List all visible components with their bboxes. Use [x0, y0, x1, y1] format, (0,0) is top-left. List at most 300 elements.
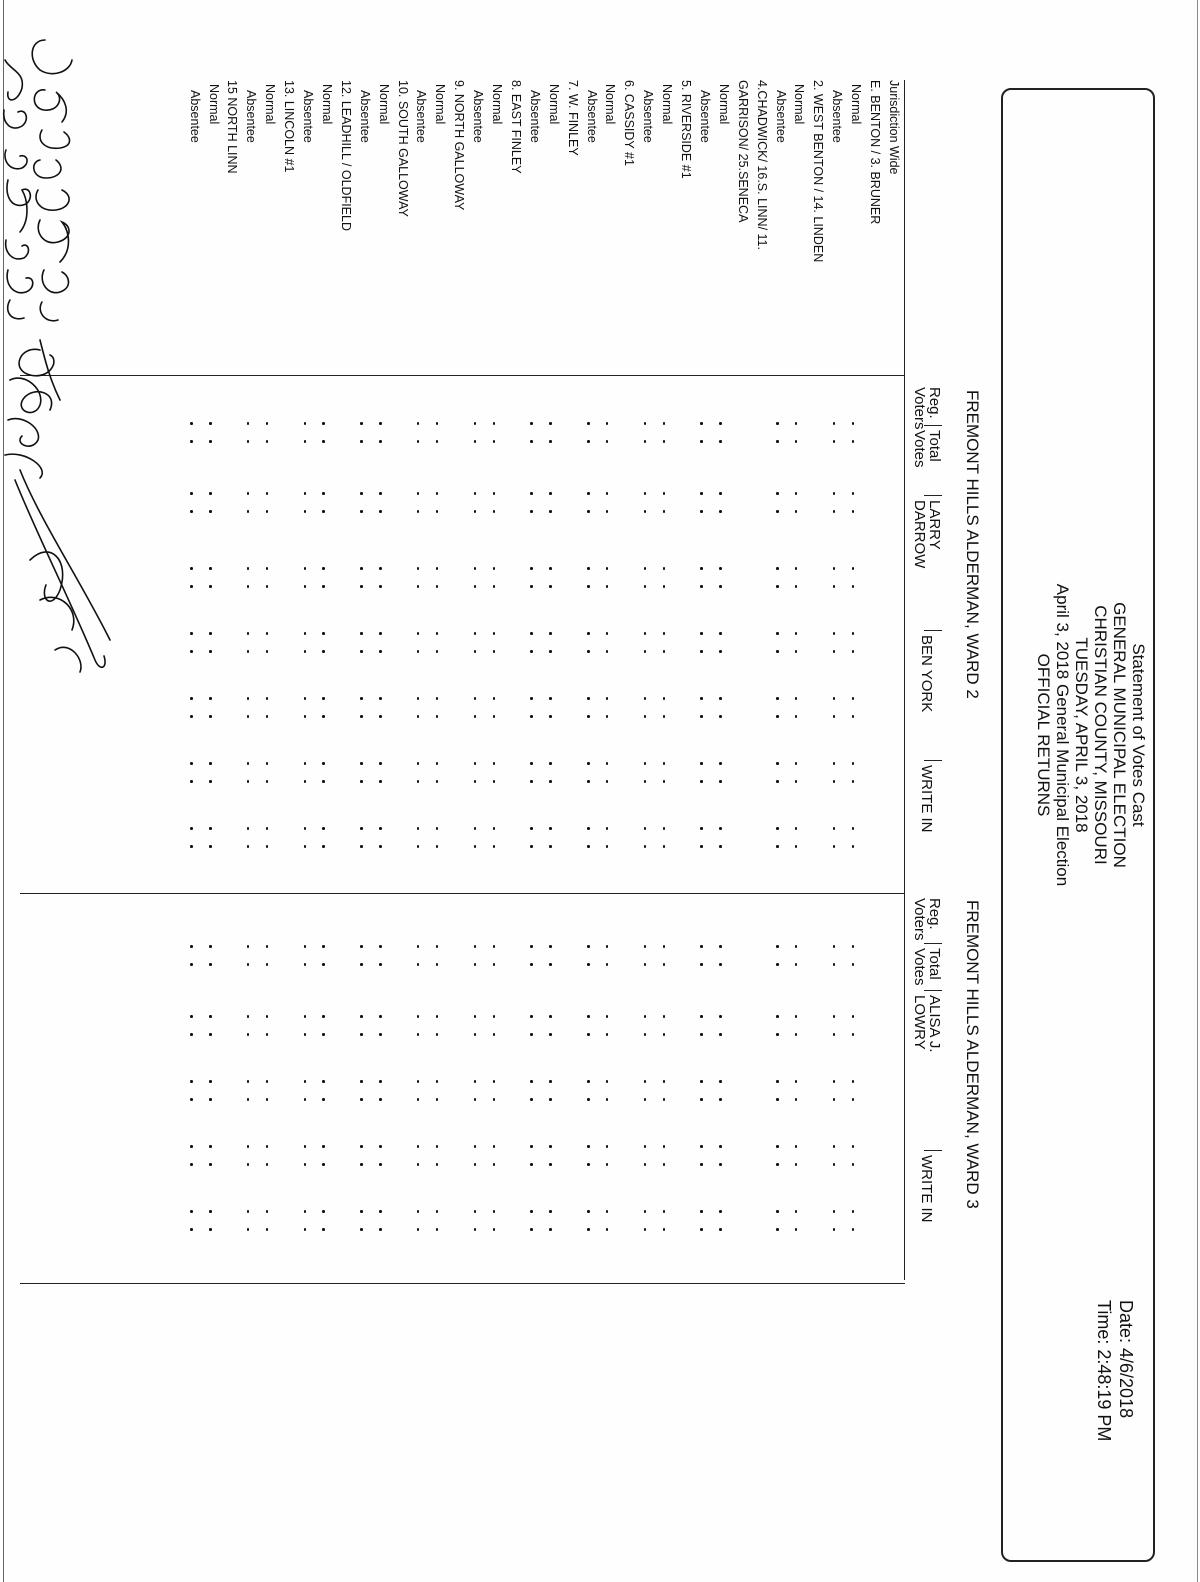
vote-dot	[190, 945, 193, 948]
vote-dot	[209, 650, 212, 653]
vote-dot	[266, 567, 269, 570]
vote-dot	[701, 827, 704, 830]
vote-dot	[776, 650, 779, 653]
vote-dot	[247, 697, 250, 700]
vote-dot	[323, 697, 326, 700]
vote-dot	[549, 1098, 552, 1101]
row-label: Absentee	[414, 90, 429, 143]
row-label: 12. LEADHILL / OLDFIELD	[338, 80, 353, 231]
vote-dot	[530, 945, 533, 948]
vote-dot	[606, 585, 609, 588]
vote-dot	[190, 1033, 193, 1036]
vote-dot	[266, 1210, 269, 1213]
contest-title-ward2: FREMONT HILLS ALDERMAN, WARD 2	[963, 390, 982, 699]
vote-dot	[493, 1145, 496, 1148]
vote-dot	[304, 585, 307, 588]
vote-dot	[719, 510, 722, 513]
vote-dot	[417, 422, 420, 425]
row-label: Jurisdiction Wide	[887, 80, 901, 175]
vote-dot	[304, 762, 307, 765]
vote-dot	[360, 1210, 363, 1213]
vote-dot	[379, 780, 382, 783]
vote-dot	[549, 422, 552, 425]
vote-dot	[530, 440, 533, 443]
vote-dot	[776, 1228, 779, 1231]
vote-dot	[190, 845, 193, 848]
report-date: Date: 4/6/2018	[1116, 1300, 1136, 1419]
vote-dot	[606, 1098, 609, 1101]
vote-dot	[323, 1033, 326, 1036]
vote-dot	[530, 697, 533, 700]
vote-dot	[776, 827, 779, 830]
vote-dot	[719, 1080, 722, 1083]
vote-dot	[436, 1080, 439, 1083]
vote-dot	[247, 510, 250, 513]
vote-dot	[190, 585, 193, 588]
row-label: Normal	[376, 84, 391, 125]
vote-dot	[247, 585, 250, 588]
vote-dot	[417, 963, 420, 966]
vote-dot	[852, 422, 855, 425]
vote-dot	[436, 1145, 439, 1148]
vote-dot	[493, 492, 496, 495]
vote-dot	[266, 632, 269, 635]
vote-dot	[360, 1145, 363, 1148]
vote-dot	[663, 510, 666, 513]
vote-dot	[247, 650, 250, 653]
vote-dot	[360, 567, 363, 570]
vote-dot	[549, 1015, 552, 1018]
vote-dot	[606, 1228, 609, 1231]
row-label: 8. EAST FINLEY	[509, 80, 523, 174]
vote-dot	[644, 510, 647, 513]
vote-dot	[209, 492, 212, 495]
vote-dot	[360, 492, 363, 495]
vote-dot	[701, 585, 704, 588]
vote-dot	[379, 715, 382, 718]
vote-dot	[663, 827, 666, 830]
vote-dot	[379, 1015, 382, 1018]
vote-dot	[644, 440, 647, 443]
vote-dot	[304, 715, 307, 718]
vote-dot	[323, 422, 326, 425]
vote-dot	[701, 650, 704, 653]
vote-dot	[644, 1228, 647, 1231]
vote-dot	[852, 440, 855, 443]
header-line-6: OFFICIAL RETURNS	[1034, 653, 1053, 817]
vote-dot	[266, 963, 269, 966]
vote-dot	[323, 440, 326, 443]
vote-dot	[190, 1015, 193, 1018]
vote-dot	[304, 1015, 307, 1018]
vote-dot	[719, 492, 722, 495]
vote-dot	[719, 697, 722, 700]
vote-dot	[606, 510, 609, 513]
vote-dot	[795, 780, 798, 783]
vote-dot	[530, 1145, 533, 1148]
vote-dot	[360, 440, 363, 443]
vote-dot	[530, 1080, 533, 1083]
vote-dot	[795, 1163, 798, 1166]
vote-dot	[701, 1033, 704, 1036]
vote-dot	[606, 845, 609, 848]
vote-dot	[417, 510, 420, 513]
vote-dot	[247, 1228, 250, 1231]
vote-dot	[247, 845, 250, 848]
vote-dot	[587, 827, 590, 830]
vote-dot	[266, 945, 269, 948]
vote-dot	[587, 945, 590, 948]
vote-dot	[493, 697, 496, 700]
vote-dot	[417, 492, 420, 495]
vote-dot	[663, 567, 666, 570]
vote-dot	[644, 632, 647, 635]
vote-dot	[266, 1145, 269, 1148]
vote-dot	[795, 697, 798, 700]
vote-dot	[379, 1098, 382, 1101]
vote-dot	[644, 780, 647, 783]
vote-dot	[360, 1228, 363, 1231]
vote-dot	[379, 1033, 382, 1036]
vote-dot	[776, 1210, 779, 1213]
vote-dot	[493, 1210, 496, 1213]
vote-dot	[379, 1228, 382, 1231]
vote-dot	[644, 715, 647, 718]
vote-dot	[606, 1145, 609, 1148]
vote-dot	[701, 422, 704, 425]
vote-dot	[190, 632, 193, 635]
vote-dot	[719, 422, 722, 425]
vote-dot	[323, 827, 326, 830]
vote-dot	[190, 1210, 193, 1213]
vote-dot	[360, 510, 363, 513]
vote-dot	[530, 492, 533, 495]
vote-dot	[247, 440, 250, 443]
vote-dot	[417, 1098, 420, 1101]
vote-dot	[360, 845, 363, 848]
vote-dot	[474, 632, 477, 635]
vote-dot	[360, 1033, 363, 1036]
vote-dot	[644, 650, 647, 653]
vote-dot	[360, 762, 363, 765]
vote-dot	[436, 963, 439, 966]
vote-dot	[587, 697, 590, 700]
row-label: Absentee	[698, 90, 712, 143]
row-label: Absentee	[773, 90, 788, 143]
vote-dot	[587, 440, 590, 443]
vote-dot	[549, 1228, 552, 1231]
vote-dot	[776, 632, 779, 635]
vote-dot	[663, 422, 666, 425]
row-label: Normal	[206, 84, 221, 125]
vote-dot	[436, 440, 439, 443]
vote-dot	[190, 1163, 193, 1166]
vote-dot	[493, 440, 496, 443]
vote-dot	[530, 780, 533, 783]
vote-dot	[549, 762, 552, 765]
vote-dot	[304, 1098, 307, 1101]
vote-dot	[530, 567, 533, 570]
vote-dot	[587, 1228, 590, 1231]
header-line-1: Statement of Votes Cast	[1129, 643, 1148, 827]
vote-dot	[833, 1080, 836, 1083]
vote-dot	[436, 585, 439, 588]
vote-dot	[587, 1163, 590, 1166]
vote-dot	[323, 510, 326, 513]
vote-dot	[644, 585, 647, 588]
vote-dot	[493, 715, 496, 718]
vote-dot	[493, 422, 496, 425]
vote-dot	[663, 1098, 666, 1101]
vote-dot	[606, 1163, 609, 1166]
vote-dot	[663, 1163, 666, 1166]
vote-dot	[417, 1163, 420, 1166]
vote-dot	[379, 440, 382, 443]
vote-dot	[209, 1098, 212, 1101]
vote-dot	[417, 1080, 420, 1083]
vote-dot	[493, 827, 496, 830]
vote-dot	[833, 1098, 836, 1101]
vote-dot	[587, 567, 590, 570]
vote-dot	[266, 440, 269, 443]
vote-dot	[360, 1098, 363, 1101]
vote-dot	[549, 963, 552, 966]
vote-dot	[379, 422, 382, 425]
vote-dot	[266, 715, 269, 718]
vote-dot	[795, 1228, 798, 1231]
vote-dot	[701, 440, 704, 443]
vote-dot	[304, 650, 307, 653]
vote-dot	[719, 1210, 722, 1213]
row-label: Normal	[490, 84, 505, 125]
vote-dot	[247, 762, 250, 765]
vote-dot	[776, 1033, 779, 1036]
vote-dot	[701, 492, 704, 495]
vote-dot	[417, 697, 420, 700]
vote-dot	[474, 567, 477, 570]
vote-dot	[474, 1163, 477, 1166]
vote-dot	[474, 1033, 477, 1036]
vote-dot	[587, 632, 590, 635]
vote-dot	[719, 1163, 722, 1166]
vote-dot	[247, 1098, 250, 1101]
vote-dot	[719, 632, 722, 635]
vote-dot	[209, 1015, 212, 1018]
row-label: 6. CASSIDY #1	[622, 80, 637, 166]
vote-dot	[530, 1033, 533, 1036]
vote-dot	[493, 945, 496, 948]
vote-dot	[379, 945, 382, 948]
vote-dot	[549, 945, 552, 948]
vote-dot	[549, 780, 552, 783]
vote-dot	[436, 945, 439, 948]
vote-dot	[304, 845, 307, 848]
vote-dot	[606, 422, 609, 425]
vote-dot	[209, 510, 212, 513]
vote-dot	[190, 762, 193, 765]
vote-dot	[644, 827, 647, 830]
vote-dot	[323, 1163, 326, 1166]
vote-dot	[304, 1163, 307, 1166]
vote-dot	[266, 762, 269, 765]
vote-dot	[493, 650, 496, 653]
row-label: Absentee	[584, 90, 599, 143]
vote-dot	[795, 422, 798, 425]
vote-dot	[795, 845, 798, 848]
vote-dot	[644, 697, 647, 700]
vote-dot	[833, 1163, 836, 1166]
vote-dot	[833, 440, 836, 443]
vote-dot	[417, 632, 420, 635]
vote-dot	[247, 1080, 250, 1083]
column-rule-end	[20, 1283, 905, 1284]
vote-dot	[852, 1163, 855, 1166]
vote-dot	[304, 697, 307, 700]
vote-dot	[379, 567, 382, 570]
vote-dot	[549, 567, 552, 570]
vote-dot	[719, 845, 722, 848]
vote-dot	[833, 963, 836, 966]
vote-dot	[795, 650, 798, 653]
vote-dot	[247, 492, 250, 495]
vote-dot	[266, 697, 269, 700]
vote-dot	[852, 492, 855, 495]
vote-dot	[190, 440, 193, 443]
vote-dot	[719, 567, 722, 570]
vote-dot	[795, 585, 798, 588]
vote-dot	[474, 650, 477, 653]
vote-dot	[493, 567, 496, 570]
vote-dot	[417, 1145, 420, 1148]
vote-dot	[606, 963, 609, 966]
vote-dot	[833, 715, 836, 718]
vote-dot	[644, 1098, 647, 1101]
vote-dot	[190, 510, 193, 513]
vote-dot	[719, 1033, 722, 1036]
vote-dot	[795, 715, 798, 718]
vote-dot	[701, 567, 704, 570]
vote-dot	[530, 510, 533, 513]
vote-dot	[530, 715, 533, 718]
vote-dot	[606, 650, 609, 653]
vote-dot	[530, 1210, 533, 1213]
vote-dot	[701, 632, 704, 635]
vote-dot	[606, 780, 609, 783]
row-label: 5. RIVERSIDE #1	[679, 80, 694, 179]
vote-dot	[833, 650, 836, 653]
vote-dot	[247, 1145, 250, 1148]
vote-dot	[530, 1098, 533, 1101]
vote-dot	[493, 1033, 496, 1036]
vote-dot	[701, 510, 704, 513]
vote-dot	[379, 1145, 382, 1148]
vote-dot	[360, 632, 363, 635]
vote-dot	[701, 762, 704, 765]
vote-dot	[266, 1163, 269, 1166]
vote-dot	[474, 1098, 477, 1101]
vote-dot	[530, 845, 533, 848]
vote-dot	[852, 715, 855, 718]
vote-dot	[701, 1228, 704, 1231]
vote-dot	[701, 963, 704, 966]
vote-dot	[663, 632, 666, 635]
vote-dot	[190, 650, 193, 653]
row-label: 9. NORTH GALLOWAY	[452, 80, 467, 211]
col-header-write-in-w3: WRITE IN	[918, 1155, 935, 1223]
vote-dot	[417, 845, 420, 848]
vote-dot	[701, 1145, 704, 1148]
vote-dot	[304, 827, 307, 830]
vote-dot	[190, 780, 193, 783]
vote-dot	[587, 963, 590, 966]
vote-dot	[493, 1098, 496, 1101]
vote-dot	[719, 715, 722, 718]
vote-dot	[663, 650, 666, 653]
vote-dot	[663, 1033, 666, 1036]
column-rule-ward3	[20, 893, 905, 894]
vote-dot	[417, 440, 420, 443]
vote-dot	[436, 632, 439, 635]
vote-dot	[549, 715, 552, 718]
vote-dot	[663, 440, 666, 443]
row-label: Absentee	[244, 90, 259, 143]
vote-dot	[852, 780, 855, 783]
vote-dot	[323, 567, 326, 570]
vote-dot	[379, 1163, 382, 1166]
vote-dot	[776, 963, 779, 966]
vote-dot	[549, 632, 552, 635]
vote-dot	[852, 1228, 855, 1231]
row-label: Normal	[603, 84, 618, 125]
vote-dot	[833, 845, 836, 848]
col-header-alisa-lowry: ALISA J. LOWRY	[911, 995, 943, 1053]
vote-dot	[379, 510, 382, 513]
vote-dot	[549, 650, 552, 653]
vote-dot	[587, 780, 590, 783]
vote-dot	[323, 715, 326, 718]
vote-dot	[795, 440, 798, 443]
vote-dot	[852, 1015, 855, 1018]
vote-dot	[474, 945, 477, 948]
vote-dot	[417, 945, 420, 948]
vote-dot	[304, 632, 307, 635]
vote-dot	[795, 963, 798, 966]
vote-dot	[719, 440, 722, 443]
vote-dot	[323, 1228, 326, 1231]
vote-dot	[266, 1228, 269, 1231]
vote-dot	[663, 762, 666, 765]
vote-dot	[606, 1210, 609, 1213]
vote-dot	[247, 827, 250, 830]
vote-dot	[795, 1145, 798, 1148]
col-header-total-votes-w2: Total Votes	[911, 430, 943, 468]
vote-dot	[474, 827, 477, 830]
vote-dot	[852, 1210, 855, 1213]
vote-dot	[247, 780, 250, 783]
vote-dot	[436, 1033, 439, 1036]
vote-dot	[701, 845, 704, 848]
header-line-5: April 3, 2018 General Municipal Election	[1053, 583, 1072, 887]
vote-dot	[719, 780, 722, 783]
row-label: 7. W. FINLEY	[565, 80, 580, 156]
vote-dot	[776, 440, 779, 443]
vote-dot	[436, 492, 439, 495]
vote-dot	[549, 1033, 552, 1036]
vote-dot	[587, 1033, 590, 1036]
vote-dot	[719, 827, 722, 830]
vote-dot	[606, 492, 609, 495]
vote-dot	[474, 780, 477, 783]
